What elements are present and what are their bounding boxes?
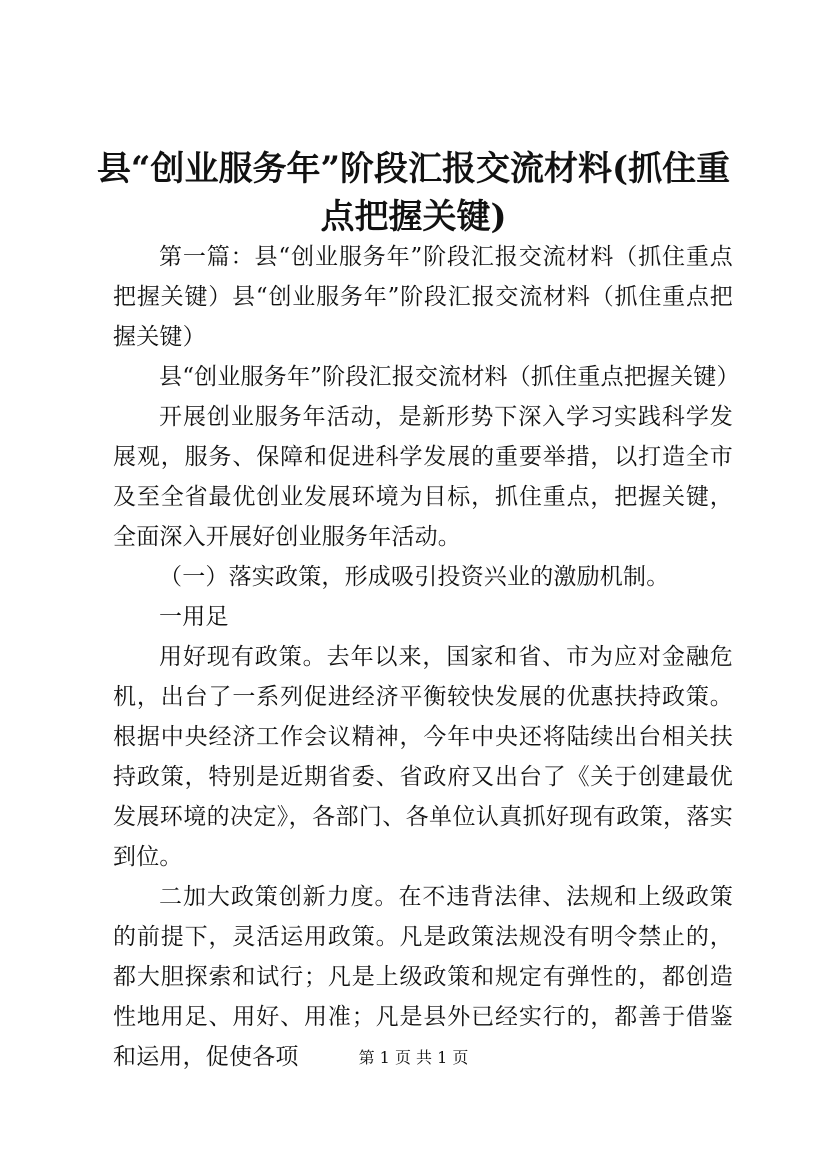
paragraph-7: 二加大政策创新力度。在不违背法律、法规和上级政策的前提下，灵活运用政策。凡是政策法规没有明令禁止的，都大胆探索和试行；凡是上级政策和规定有弹性的，都创造性地用足、用好、用准；凡是县外已经实行的，都善于借鉴和运用，促使各项 (113, 884, 733, 1070)
paragraph-5: 一用足 (159, 604, 229, 630)
paragraph-3: 开展创业服务年活动，是新形势下深入学习实践科学发展观，服务、保障和促进科学发展的重要举措，以打造全市及至全省最优创业发展环境为目标，抓住重点，把握关键，全面深入开展好创业服务年活动。 (113, 404, 733, 550)
paragraph-4: （一）落实政策，形成吸引投资兴业的激励机制。 (159, 564, 670, 590)
page-footer: 第 1 页 共 1 页 (358, 1048, 469, 1067)
paragraph-2: 县“创业服务年”阶段汇报交流材料（抓住重点把握关键） (159, 364, 740, 390)
document-title: 县“创业服务年”阶段汇报交流材料(抓住重点把握关键) (96, 149, 731, 237)
document-body (113, 237, 740, 1077)
paragraph-6: 用好现有政策。去年以来，国家和省、市为应对金融危机，出台了一系列促进经济平衡较快发展的优惠扶持政策。根据中央经济工作会议精神，今年中央还将陆续出台相关扶持政策，特别是近期省委、省政府又出台了《关于创建最优发展环境的决定》，各部门、各单位认真抓好现有政策，落实到位。 (113, 644, 733, 870)
paragraph-1: 第一篇：县“创业服务年”阶段汇报交流材料（抓住重点把握关键）县“创业服务年”阶段汇报交流材料（抓住重点把握关键） (113, 244, 733, 350)
